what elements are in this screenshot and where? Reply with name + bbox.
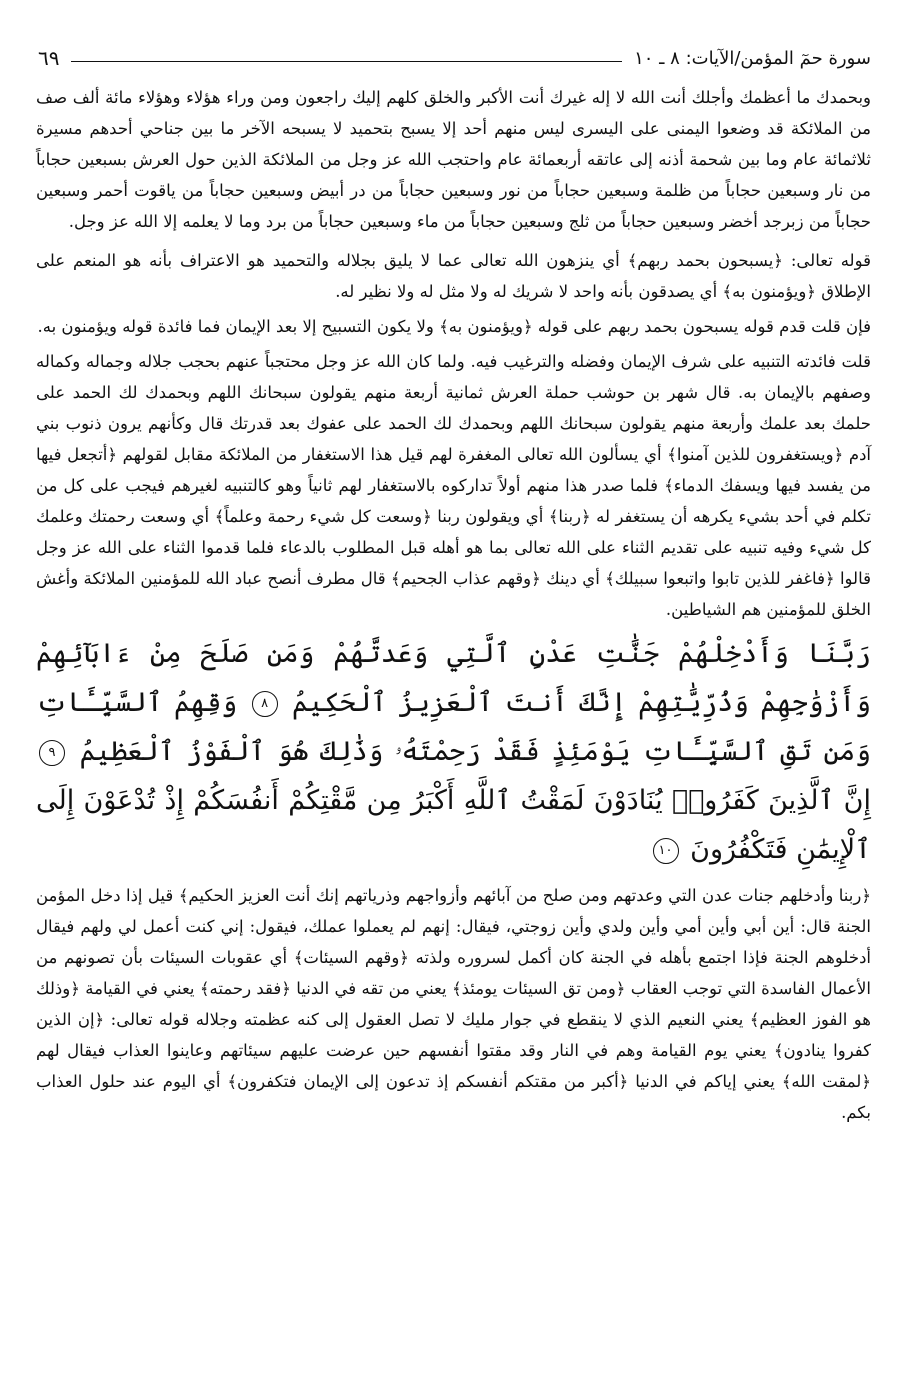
quran-verses (36, 629, 871, 874)
paragraph: قوله تعالى: ﴿يسبحون بحمد ربهم﴾ أي ينزهون الله تعالى عما لا يليق بجلاله والتحميد هو الاعتراف بأنه هو المنعم على الإطلاق ﴿ويؤمنون به﴾ أي يصدقون بأنه واحد لا شريك له ولا مثل له ولا نظير له. (36, 251, 871, 301)
verse-number-marker: ١٠ (653, 838, 679, 864)
running-title: سورة حمٓ المؤمن/الآيات: ٨ ـ ١٠ (634, 47, 871, 69)
page-header (38, 40, 871, 76)
commentary-paragraph: ﴿ربنا وأدخلهم جنات عدن التي وعدتهم ومن صلح من آبائهم وأزواجهم وذرياتهم إنك أنت العزيز الحكيم﴾ قيل إذا دخل المؤمن الجنة قال: أين أبي وأين أمي وأين ولدي وأين زوجتي، فيقال: إنهم لم يعملوا عملك، فيقول: إني كنت أعمل لي ولهم فيقال أدخلوهم الجنة فإذا اجتمع بأهله في الجنة كان أكمل لسروره ولذته ﴿وقهم السيئات﴾ أي عقوبات السيئات بأن تصونهم من الأعمال الفاسدة التي توجب العقاب ﴿ومن تق السيئات يومئذ﴾ يعني من تقه في الدنيا ﴿فقد رحمته﴾ يعني في القيامة ﴿وذلك هو الفوز العظيم﴾ يعني النعيم الذي لا ينقطع في جوار مليك لا تصل العقول إلى كنه عظمته وجلاله قوله تعالى: ﴿إن الذين كفروا ينادون﴾ يعني يوم القيامة وهم في النار وقد مقتوا أنفسهم حين عرضت عليهم سيئاتهم وعاينوا العذاب فيقال لهم ﴿لمقت الله﴾ يعني إياكم في الدنيا ﴿أكبر من مقتكم أنفسكم إذ تدعون إلى الإيمان فتكفرون﴾ أي اليوم عند حلول العذاب بكم. (36, 886, 871, 1122)
page-number: ٦٩ (38, 46, 60, 70)
header-rule (71, 61, 622, 62)
page-body (36, 82, 871, 1132)
verse-number-marker: ٩ (39, 740, 65, 766)
verse-text: وَقِهِمُ ٱلسَّيِّـَٔاتِ وَمَن تَقِ ٱلسَّيِّـَٔاتِ يَوْمَئِذٍ فَقَدْ رَحِمْتَهُۥ وَذَٰلِكَ هُوَ ٱلْفَوْزُ ٱلْعَظِيمُ (36, 687, 871, 767)
verse-number-marker: ٨ (252, 691, 278, 717)
verse-text: إِنَّ ٱلَّذِينَ كَفَرُوا۟ يُنَادَوْنَ لَمَقْتُ ٱللَّهِ أَكْبَرُ مِن مَّقْتِكُمْ أَنفُسَكُمْ إِذْ تُدْعَوْنَ إِلَى ٱلْإِيمَٰنِ فَتَكْفُرُونَ (36, 785, 871, 865)
paragraph: فإن قلت قدم قوله يسبحون بحمد ربهم على قوله ﴿ويؤمنون به﴾ ولا يكون التسبيح إلا بعد الإيمان فما فائدة قوله ويؤمنون به. (37, 317, 871, 336)
verse-text: رَبَّنَا وَأَدْخِلْهُمْ جَنَّٰتِ عَدْنٍ ٱلَّتِي وَعَدتَّهُمْ وَمَن صَلَحَ مِنْ ءَابَآئِهِمْ وَأَزْوَٰجِهِمْ وَذُرِّيَّٰتِهِمْ إِنَّكَ أَنتَ ٱلْعَزِيزُ ٱلْحَكِيمُ (36, 638, 871, 718)
paragraph: وبحمدك ما أعظمك وأجلك أنت الله لا إله غيرك أنت الأكبر والخلق كلهم إليك راجعون ومن وراء هؤلاء وهؤلاء مائة ألف صف من الملائكة قد وضعوا اليمنى على اليسرى ليس منهم أحد إلا يسبح بتحميد لا يسبحه الآخر ما بين جناحي أحدهم مسيرة ثلاثمائة عام وما بين شحمة أذنه إلى عاتقه أربعمائة عام واحتجب الله عز وجل من الملائكة الذين حول العرش بسبعين حجاباً من نار وسبعين حجاباً من ظلمة وسبعين حجاباً من نور وسبعين حجاباً من در أبيض وسبعين حجاباً من ياقوت أحمر وسبعين حجاباً من زبرجد أخضر وسبعين حجاباً من ثلج وسبعين حجاباً من ماء وسبعين حجاباً من برد وما لا يعلمه إلا الله عز وجل. (36, 88, 871, 231)
paragraph: قلت فائدته التنبيه على شرف الإيمان وفضله والترغيب فيه. ولما كان الله عز وجل محتجباً عنهم بحجب جلاله وجماله وكماله وصفهم بالإيمان به. قال شهر بن حوشب حملة العرش ثمانية أربعة منهم يقولون سبحانك اللهم وبحمدك لك الحمد على حلمك بعد علمك وأربعة منهم يقولون سبحانك اللهم وبحمدك لك الحمد على عفوك بعد قدرتك قال وكأنهم يرون ذنوب بني آدم ﴿ويستغفرون للذين آمنوا﴾ أي يسألون الله تعالى المغفرة لهم قيل هذا الاستغفار من الملائكة مقابل لقولهم ﴿أتجعل فيها من يفسد فيها ويسفك الدماء﴾ فلما صدر هذا منهم أولاً تداركوه بالاستغفار لهم ثانياً وهو كالتنبيه لغيرهم فيجب على كل من تكلم في أحد بشيء يكرهه أن يستغفر له ﴿ربنا﴾ أي ويقولون ربنا ﴿وسعت كل شيء رحمة وعلماً﴾ أي وسعت رحمتك وعلمك كل شيء وفيه تنبيه على تقديم الثناء على الله تعالى بما هو أهله قبل المطلوب بالدعاء فلما قدموا الثناء على الله عز وجل قالوا ﴿فاغفر للذين تابوا واتبعوا سبيلك﴾ أي دينك ﴿وقهم عذاب الجحيم﴾ قال مطرف أنصح عباد الله للمؤمنين الملائكة وأغش الخلق للمؤمنين هم الشياطين. (36, 352, 872, 619)
